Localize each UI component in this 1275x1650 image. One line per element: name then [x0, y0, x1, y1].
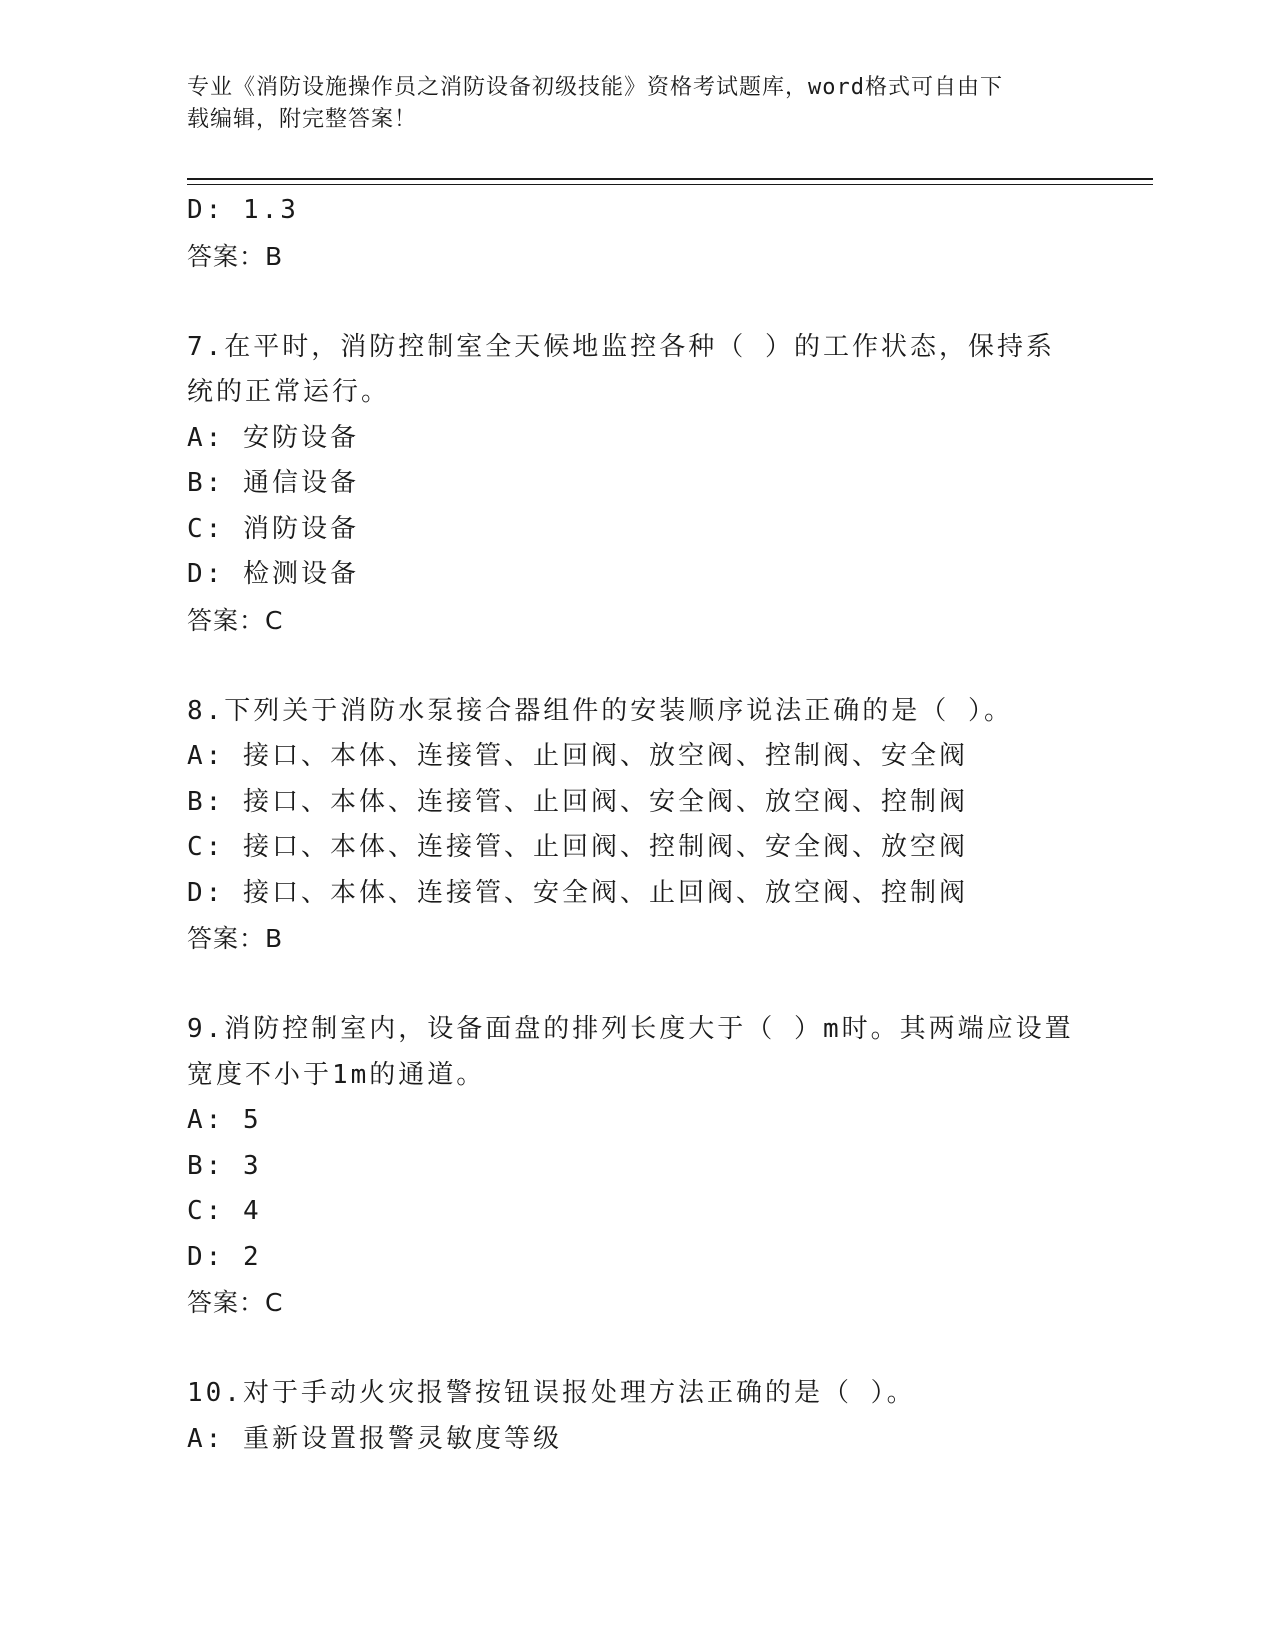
answer-line: 答案：B — [187, 924, 284, 953]
option-a: A: 重新设置报警灵敏度等级 — [187, 1423, 562, 1454]
question-10 — [187, 1371, 1087, 1462]
spacer — [187, 962, 1087, 1008]
option-d: D: 2 — [187, 1241, 262, 1272]
option-d: D: 接口、本体、连接管、安全阀、止回阀、放空阀、控制阀 — [187, 877, 968, 908]
spacer — [187, 279, 1087, 325]
question-9 — [187, 1007, 1087, 1326]
question-stem: 8.下列关于消防水泵接合器组件的安装顺序说法正确的是（ ）。 — [187, 695, 1013, 726]
header-line-1: 专业《消防设施操作员之消防设备初级技能》资格考试题库，word格式可自由下 — [187, 75, 1003, 100]
option-a: A: 接口、本体、连接管、止回阀、放空阀、控制阀、安全阀 — [187, 741, 968, 771]
question-stem: 宽度不小于1m的通道。 — [187, 1059, 486, 1090]
question-7 — [187, 325, 1087, 644]
spacer — [187, 643, 1087, 689]
option-c: C: 消防设备 — [187, 513, 359, 544]
page-header — [187, 72, 1067, 136]
option-c: C: 4 — [187, 1196, 262, 1226]
spacer — [187, 1326, 1087, 1372]
question-8 — [187, 689, 1087, 962]
answer-line: 答案：B — [187, 241, 284, 271]
question-content — [187, 188, 1087, 1462]
question-stem: 10.对于手动火灾报警按钮误报处理方法正确的是（ ）。 — [187, 1378, 916, 1408]
option-b: B: 3 — [187, 1150, 262, 1181]
question-stem: 7.在平时，消防控制室全天候地监控各种（ ）的工作状态，保持系 — [187, 331, 1055, 362]
option-d: D: 检测设备 — [187, 559, 359, 589]
header-divider — [187, 178, 1153, 185]
option-d: D: 1.3 — [187, 195, 299, 225]
option-b: B: 通信设备 — [187, 468, 359, 498]
question-stem: 统的正常运行。 — [187, 377, 391, 407]
option-b: B: 接口、本体、连接管、止回阀、安全阀、放空阀、控制阀 — [187, 786, 968, 817]
option-a: A: 安防设备 — [187, 422, 359, 453]
question-stem: 9.消防控制室内，设备面盘的排列长度大于（ ）m时。其两端应设置 — [187, 1014, 1074, 1044]
answer-line: 答案：C — [187, 605, 284, 635]
option-a: A: 5 — [187, 1105, 262, 1135]
option-c: C: 接口、本体、连接管、止回阀、控制阀、安全阀、放空阀 — [187, 832, 968, 862]
answer-line: 答案：C — [187, 1288, 284, 1317]
header-line-2: 载编辑，附完整答案！ — [187, 107, 418, 132]
